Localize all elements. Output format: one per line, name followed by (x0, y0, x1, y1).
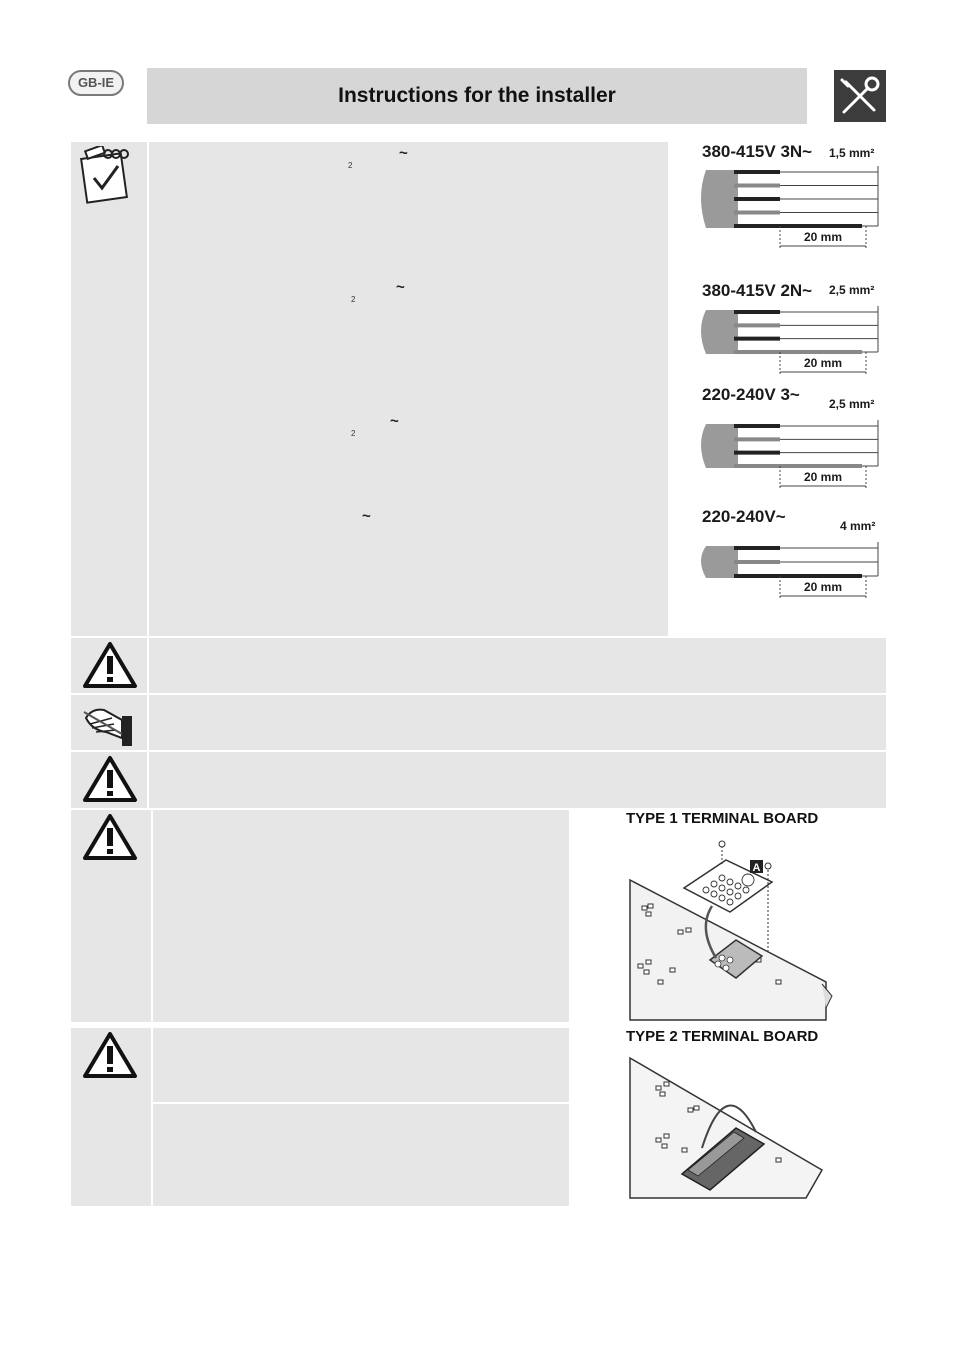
tilde-mark: ~ (390, 413, 399, 430)
wire-cross-section: 1,5 mm² (829, 146, 875, 160)
type2-terminal-board-label: TYPE 2 TERMINAL BOARD (626, 1028, 819, 1045)
language-badge: GB-IE (68, 70, 124, 96)
strip-length-label: 20 mm (804, 470, 843, 484)
warning-panel-1 (149, 638, 886, 693)
cable-diagram (694, 166, 884, 260)
cable-diagram (694, 420, 884, 500)
wiring-title: 220-240V~ (702, 507, 786, 526)
cable-sheath (701, 310, 738, 354)
page-title: Instructions for the installer (338, 84, 616, 107)
screwdriver-wrench-icon (834, 70, 886, 122)
warning-triangle-icon (82, 754, 138, 809)
superscript-mark: 2 (351, 295, 356, 304)
note-icon-cell (71, 142, 147, 636)
hands-icon (82, 698, 136, 753)
cable-diagram (694, 306, 884, 386)
terminal-note-panel (153, 810, 569, 1022)
tilde-mark: ~ (399, 145, 408, 162)
cable-sheath (701, 546, 738, 578)
strip-length-label: 20 mm (804, 580, 843, 594)
warning-triangle-icon (82, 812, 138, 867)
strip-length-label: 20 mm (804, 230, 843, 244)
warning-triangle-icon (82, 640, 138, 695)
type1-terminal-board-label: TYPE 1 TERMINAL BOARD (626, 810, 819, 827)
cable-diagram (694, 542, 884, 610)
info-panel-2 (149, 695, 886, 750)
type1-terminal-board-illustration (626, 832, 836, 1029)
type2-terminal-board-illustration (626, 1052, 832, 1207)
wiring-title: 380-415V 2N~ (702, 281, 813, 300)
tilde-mark: ~ (362, 508, 371, 525)
wiring-title: 220-240V 3~ (702, 385, 800, 404)
wiring-note-panel (149, 142, 668, 636)
warning-triangle-icon (82, 1030, 138, 1085)
notepad-check-icon (78, 146, 140, 209)
strip-length-label: 20 mm (804, 356, 843, 370)
cable-sheath (701, 170, 738, 228)
wiring-title: 380-415V 3N~ (702, 142, 813, 161)
terminal-warning-panel-bottom (153, 1104, 569, 1206)
cable-sheath (701, 424, 738, 468)
wire-cross-section: 2,5 mm² (829, 397, 875, 411)
callout-a-label: A (752, 862, 761, 874)
superscript-mark: 2 (348, 161, 353, 170)
superscript-mark: 2 (351, 429, 356, 438)
terminal-warning-panel-top (153, 1028, 569, 1102)
wire-cross-section: 2,5 mm² (829, 283, 875, 297)
warning-panel-3 (149, 752, 886, 808)
wire-cross-section: 4 mm² (840, 519, 876, 533)
tilde-mark: ~ (396, 279, 405, 296)
